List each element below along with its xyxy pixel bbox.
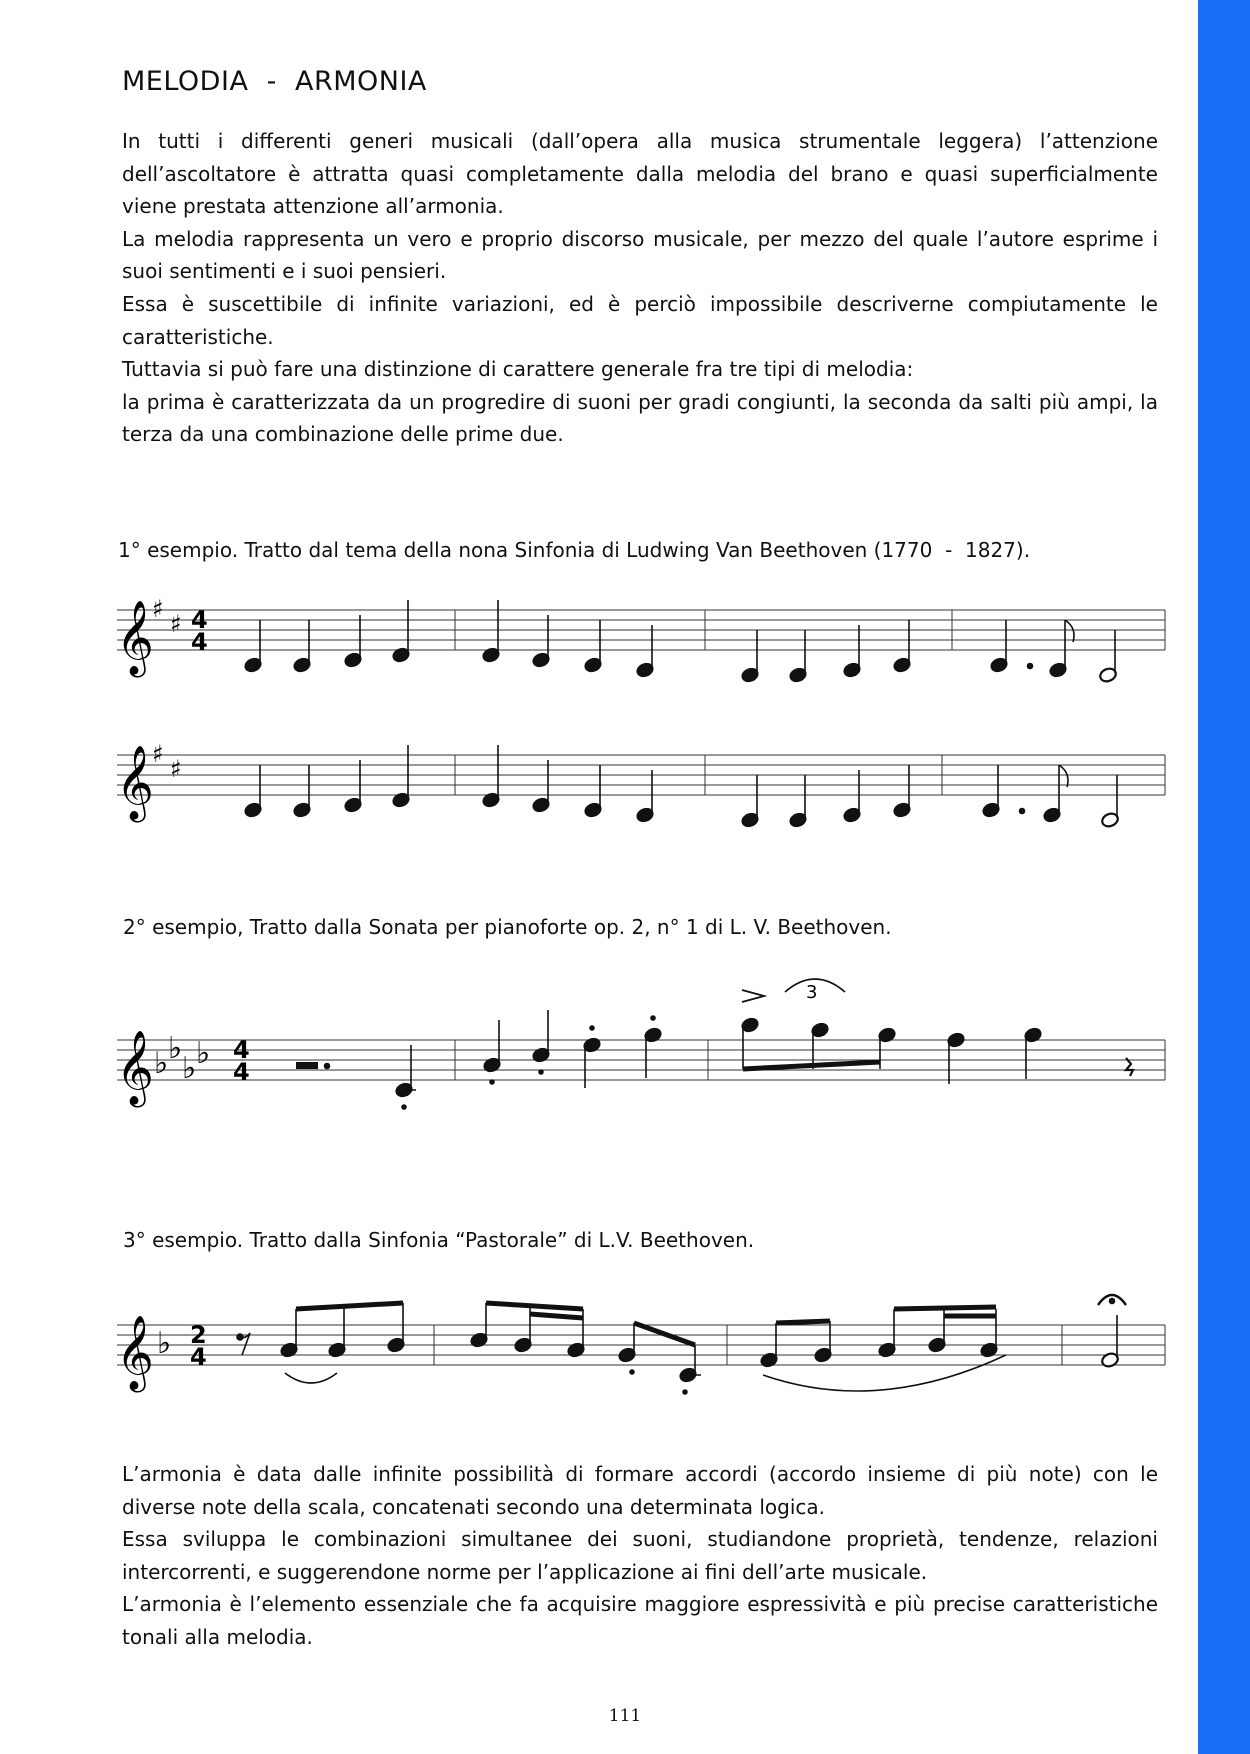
treble-clef-icon: 𝄞 — [116, 1316, 154, 1390]
page-title: MELODIA - ARMONIA — [122, 66, 427, 97]
treble-clef-icon: 𝄞 — [116, 1031, 154, 1105]
flat-icon: ♭ — [157, 1326, 172, 1361]
time-signature-bottom: 4 — [191, 628, 208, 656]
time-signature-top: 4 — [233, 1036, 250, 1064]
notes-group — [243, 600, 1117, 684]
paragraph: Tuttavia si può fare una distinzione di carattere generale fra tre tipi di melodia: — [122, 357, 914, 382]
example-1-staff-1 — [0, 595, 1250, 685]
example-2-caption: 2° esempio, Tratto dalla Sonata per pianoforte op. 2, n° 1 di L. V. Beethoven. — [123, 915, 892, 939]
page-side-bar — [1198, 0, 1250, 1754]
paragraph: Essa è suscettibile di infinite variazioni, ed è perciò impossibile descriverne compiutamente le caratteristiche. — [122, 291, 1158, 349]
time-signature-top: 2 — [190, 1321, 207, 1349]
treble-clef-icon: 𝄞 — [116, 601, 154, 675]
sharp-icon: ♯ — [152, 595, 164, 623]
paragraph: la prima è caratterizzata da un progredire di suoni per gradi congiunti, la seconda da salti più ampi, la terza da una combinazione delle prime due. — [122, 389, 1158, 447]
tuplet-label: 3 — [806, 982, 818, 1003]
example-1-caption: 1° esempio. Tratto dal tema della nona Sinfonia di Ludwing Van Beethoven (1770 - 1827). — [118, 538, 1031, 562]
paragraph: La melodia rappresenta un vero e proprio discorso musicale, per mezzo del quale l’autore esprime i suoi sentimenti e i suoi pensieri. — [122, 226, 1158, 284]
example-2-staff — [0, 970, 1250, 1150]
flat-icon: ♭ — [168, 1031, 183, 1066]
paragraph: L’armonia è l’elemento essenziale che fa acquisire maggiore espressività e più precise caratteristiche tonali alla melodia. — [122, 1592, 1158, 1649]
example-3-caption: 3° esempio. Tratto dalla Sinfonia “Pastorale” di L.V. Beethoven. — [123, 1228, 755, 1252]
intro-text — [122, 125, 1158, 451]
example-3-staff — [0, 1285, 1250, 1445]
time-signature-top: 4 — [191, 606, 208, 634]
notes-group — [243, 745, 1119, 829]
paragraph: In tutti i differenti generi musicali (dall’opera alla musica strumentale leggera) l’attenzione dell’ascoltatore è attratta quasi completamente dalla melodia del brano e quasi superficialmente viene prestata attenzione all’armonia. — [122, 129, 1158, 219]
paragraph: L’armonia è data dalle infinite possibilità di formare accordi (accordo insieme di più note) con le diverse note della scala, concatenati secondo una determinata logica. — [122, 1462, 1158, 1519]
outro-text — [122, 1458, 1158, 1654]
flat-icon: ♭ — [196, 1036, 211, 1071]
treble-clef-icon: 𝄞 — [116, 746, 154, 820]
sharp-icon: ♯ — [152, 740, 164, 768]
paragraph: Essa sviluppa le combinazioni simultanee dei suoni, studiandone proprietà, tendenze, relazioni intercorrenti, e suggerendone norme per l’applicazione ai fini dell’arte musicale. — [122, 1527, 1158, 1584]
notes-group — [296, 979, 1133, 1109]
time-signature-bottom: 4 — [190, 1343, 207, 1371]
page-number: 111 — [608, 1706, 642, 1726]
flat-icon: ♭ — [182, 1051, 197, 1086]
example-1-staff-2 — [0, 735, 1250, 835]
sharp-icon: ♯ — [170, 610, 182, 638]
flat-icon: ♭ — [154, 1046, 169, 1081]
time-signature-bottom: 4 — [233, 1058, 250, 1086]
sharp-icon: ♯ — [170, 755, 182, 783]
